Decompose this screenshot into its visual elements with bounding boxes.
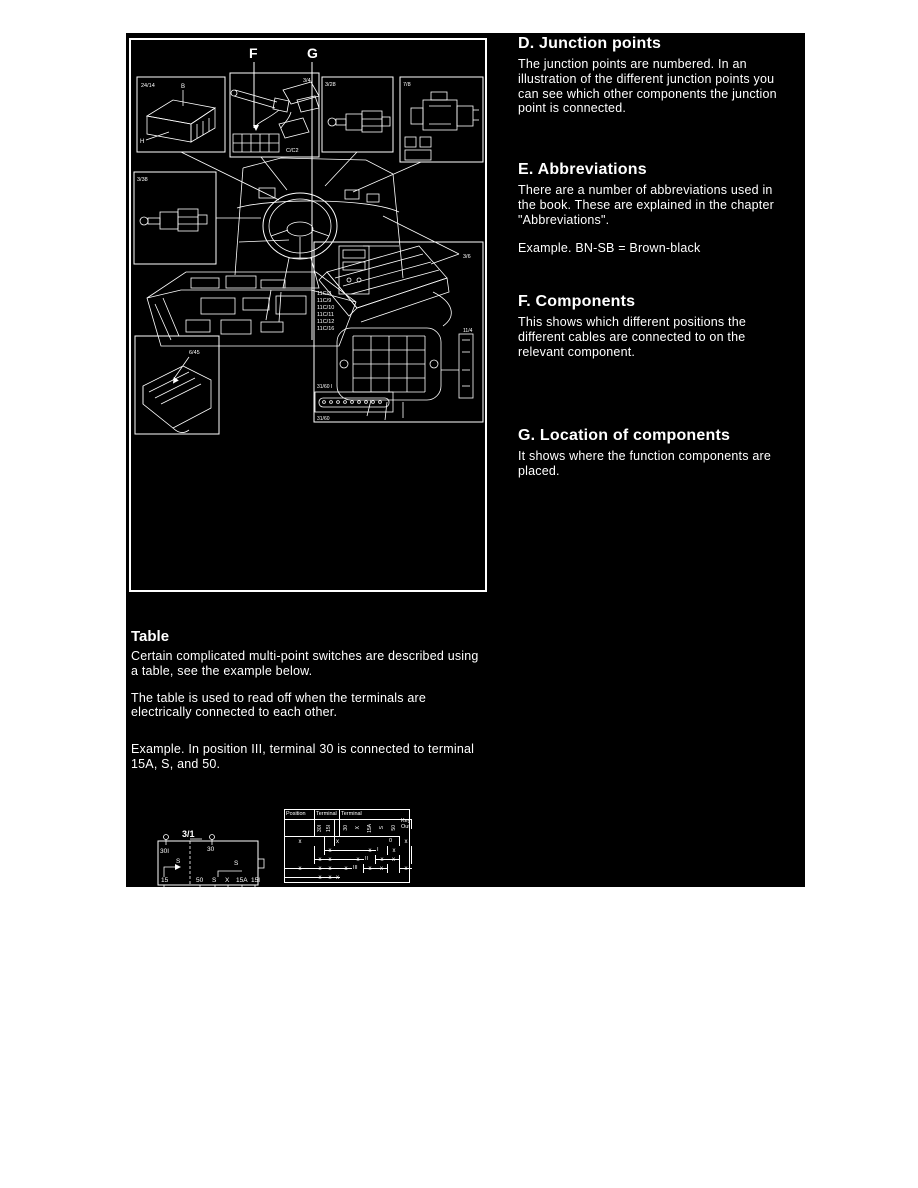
table-heading: Table [131,628,170,645]
ct-row-label: 0 [388,837,400,846]
section-location-of-components [518,427,794,479]
inner-s-left-label: S [176,858,181,865]
leader-line [181,152,279,200]
ct-sub-spacer [285,820,315,837]
ct-gap [325,837,335,846]
ct-mark: x [325,846,335,855]
switch3-id-label: 3/38 [137,177,148,183]
ct-mark: x [336,874,339,881]
ct-mark: x [376,855,388,864]
section-abbreviations [518,161,794,256]
section-components [518,293,794,359]
section-example: Example. BN-SB = Brown-black [518,241,701,256]
ct-mark: x [336,838,339,845]
switch-id-label: 3/1 [182,829,195,839]
table-example: Example. In position III, terminal 30 is connected to terminal 15A, S, and 50. [131,742,475,771]
ignition-switch-drawing [150,801,280,901]
ecu-h-label: H [140,139,145,145]
bottom-terminal-labels [161,877,260,884]
ct-mark: x [325,873,335,882]
ct-subcol-15A: 15A [364,820,376,837]
ct-empty [364,837,376,846]
ct-empty [400,846,412,855]
side-component-label: 11/4 [463,328,473,334]
fuse-label-3: 11C/11 [317,312,334,318]
ct-empty [315,837,325,846]
section-body: This shows which different positions the different cables are connected to on the relevant component. [518,315,747,359]
wiring-location-illustration [131,40,485,590]
ct-mark: x [325,855,335,864]
section-heading: D. Junction points [518,35,662,52]
tray-id-label: 6/45 [189,350,200,356]
section-heading: G. Location of components [518,427,731,444]
leader-line [353,162,421,192]
svg-text:S: S [212,877,217,884]
ct-mark: x [392,847,396,854]
ct-mark: x [352,855,364,864]
ct-gap [285,855,315,864]
ct-empty [340,837,352,846]
ct-subcol-X: X [352,820,364,837]
ct-mark: x [285,864,315,873]
ct-empty [340,846,352,855]
ct-subcol-50: 50 [388,820,400,837]
fusebox-id-label: 3/6 [463,254,471,260]
scanned-page-area [126,33,805,887]
ct-subcol-15I: 15I [325,820,335,837]
ct-row-label: II [364,855,376,864]
section-heading: F. Components [518,293,636,310]
contact-table [284,809,410,883]
ct-gap [388,864,400,873]
switch1-id-label: 3/28 [325,82,336,88]
ct-mark: x [364,864,376,873]
table-para-2: The table is used to read off when the terminals are electrically connected to each other. [131,690,427,720]
ct-mark: x [315,873,325,882]
inner-s-right-label: S [234,860,239,867]
strip-top-label: 31/60 I [317,384,333,390]
pointer-g-label: G [307,45,318,61]
ct-gap [315,846,325,855]
fuse-label-2: 11C/10 [317,305,335,311]
fuse-label-4: 11C/12 [317,319,335,325]
leader-line [325,152,357,186]
ct-gap [400,855,412,864]
pointer-f-label: F [249,45,258,61]
table-para-1: Certain complicated multi-point switches are described using a table, see the example below. [131,649,479,678]
switch-table-diagram [150,801,430,901]
ct-mark: x [315,864,325,873]
ct-mark: x [404,838,408,845]
ct-mark: x [388,855,400,864]
ct-mark: x [376,864,388,873]
svg-text:15: 15 [161,877,169,884]
ct-empty [376,837,388,846]
ct-subcol-30I: 30I [315,820,325,837]
svg-text:15I: 15I [251,877,261,884]
location-illustration-panel [129,38,487,592]
ecu-id-label: 24/14 [141,83,155,89]
component-box-switch-78 [400,77,483,162]
stalk-caption-label: C/C2 [286,148,299,154]
relay-grid [353,336,425,392]
ct-mark: x [400,864,412,873]
ct-col-position: Position [285,810,315,820]
strip-bottom-label: 31/60 [317,416,330,422]
table-explanation-block [131,628,487,784]
section-heading: E. Abbreviations [518,161,647,178]
stalk-id-label: 3/4 [303,78,311,84]
ct-mark: x [364,846,376,855]
svg-text:X: X [225,877,230,884]
terminal-30i-label: 30I [160,848,170,855]
section-body: The junction points are numbered. In an illustration of the different junction points you can see which other components the junction point is connected. [518,57,777,116]
ct-col-terminal2: Terminal [340,810,412,820]
ct-row-label: I [376,846,388,855]
svg-text:15A: 15A [236,877,248,884]
ct-mark: x [325,864,335,873]
component-box-stalk-switch [230,73,319,157]
ct-mark: x [298,838,302,845]
component-box-ecu [137,77,225,152]
section-junction-points [518,35,794,116]
fuse-label-0: 11C/8 [317,291,332,297]
fuse-label-1: 11C/9 [317,298,332,304]
ct-empty [340,855,352,864]
ct-subcol-30: 30 [340,820,352,837]
ct-empty [285,873,315,882]
section-body: It shows where the function components are placed. [518,449,771,478]
ct-col-terminal1: Terminal [315,810,340,820]
ct-empty [285,846,315,855]
component-box-tray [135,336,219,434]
ct-subcol-S: S [376,820,388,837]
fuse-label-5: 11C/16 [317,326,335,332]
ct-row-label: Key Out [401,818,411,830]
ct-mark: x [315,855,325,864]
ct-row-label: III [352,864,364,873]
switch2-id-label: 7/8 [403,82,411,88]
ct-empty [352,837,364,846]
ct-empty [352,846,364,855]
component-box-switch-328 [322,77,393,152]
svg-text:50: 50 [196,877,204,884]
terminal-30-label: 30 [207,846,215,853]
section-body: There are a number of abbreviations used in the book. These are explained in the chapter "Abbreviations". [518,183,774,227]
ct-mark: x [340,864,352,873]
ecu-b-label: B [181,84,186,90]
bottom-terminal-pins [162,885,257,893]
